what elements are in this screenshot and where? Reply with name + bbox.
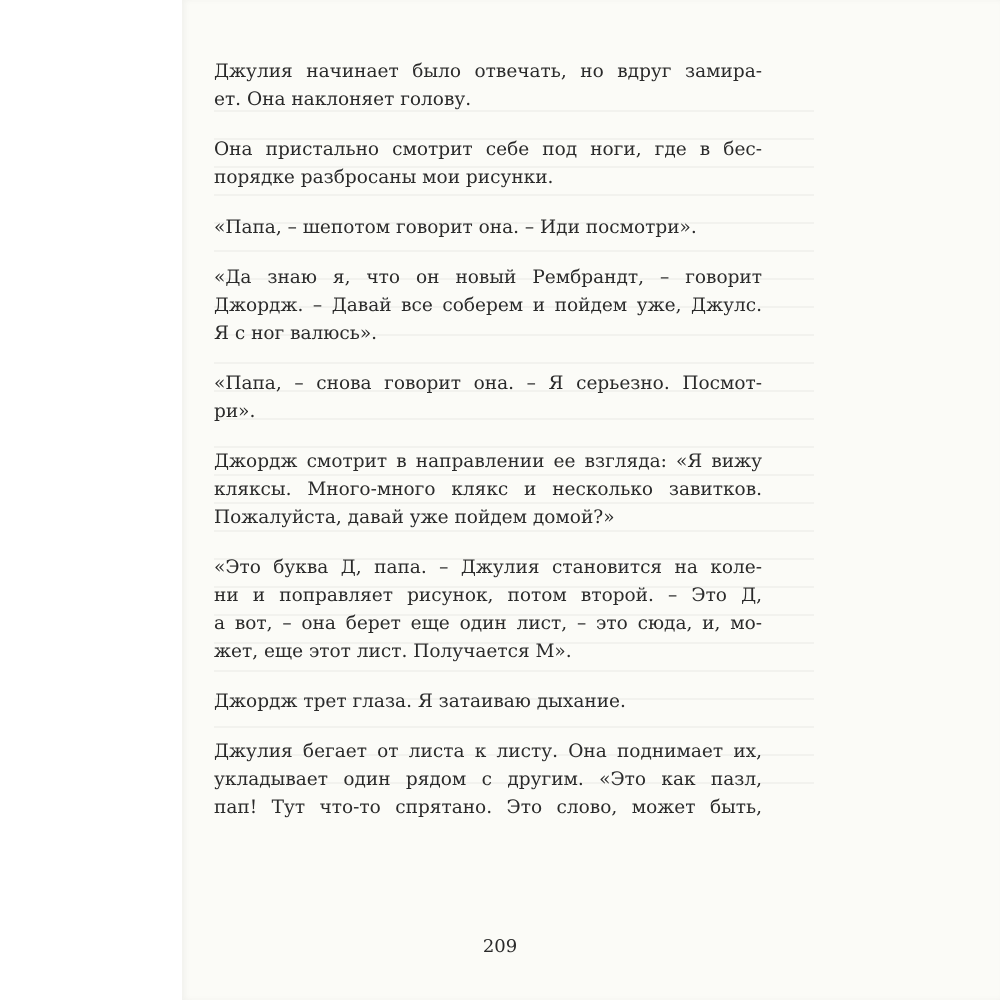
paragraph	[214, 214, 762, 242]
text-line: «Папа, – шепотом говорит она. – Иди посмотри».	[214, 217, 697, 238]
text-line: ни и поправляет рисунок, потом второй. – Это Д,	[214, 585, 762, 606]
text-line: ри».	[214, 401, 256, 422]
text-line: Джордж смотрит в направлении ее взгляда: «Я вижу	[214, 451, 762, 472]
paragraph	[214, 136, 762, 192]
text-line: укладывает один рядом с другим. «Это как пазл,	[214, 769, 762, 790]
text-line: Я с ног валюсь».	[214, 323, 378, 344]
text-line: Джордж трет глаза. Я затаиваю дыхание.	[214, 691, 626, 712]
paragraph	[214, 448, 762, 532]
text-line: порядке разбросаны мои рисунки.	[214, 167, 554, 188]
page-number: 209	[482, 936, 518, 957]
text-line: Джулия бегает от листа к листу. Она поднимает их,	[214, 741, 762, 762]
text-line: кляксы. Много-много клякс и несколько завитков.	[214, 479, 762, 500]
paragraph	[214, 554, 762, 666]
text-line: Джулия начинает было отвечать, но вдруг замира-	[214, 61, 762, 82]
paragraph	[214, 58, 762, 114]
text-line: а вот, – она берет еще один лист, – это сюда, и, мо-	[214, 613, 762, 634]
text-line: Пожалуйста, давай уже пойдем домой?»	[214, 507, 615, 528]
paragraph	[214, 370, 762, 426]
text-line: Джордж. – Давай все соберем и пойдем уже, Джулс.	[214, 295, 762, 316]
text-line: Она пристально смотрит себе под ноги, где в бес-	[214, 139, 762, 160]
paragraph	[214, 738, 762, 822]
text-line: «Да знаю я, что он новый Рембрандт, – говорит	[214, 267, 762, 288]
page-body	[214, 58, 762, 844]
text-line: «Это буква Д, папа. – Джулия становится на коле-	[214, 557, 762, 578]
text-line: пап! Тут что-то спрятано. Это слово, может быть,	[214, 797, 762, 818]
text-line: ет. Она наклоняет голову.	[214, 89, 472, 110]
text-line: жет, еще этот лист. Получается М».	[214, 641, 572, 662]
paragraph	[214, 688, 762, 716]
paragraph	[214, 264, 762, 348]
text-line: «Папа, – снова говорит она. – Я серьезно. Посмот-	[214, 373, 762, 394]
